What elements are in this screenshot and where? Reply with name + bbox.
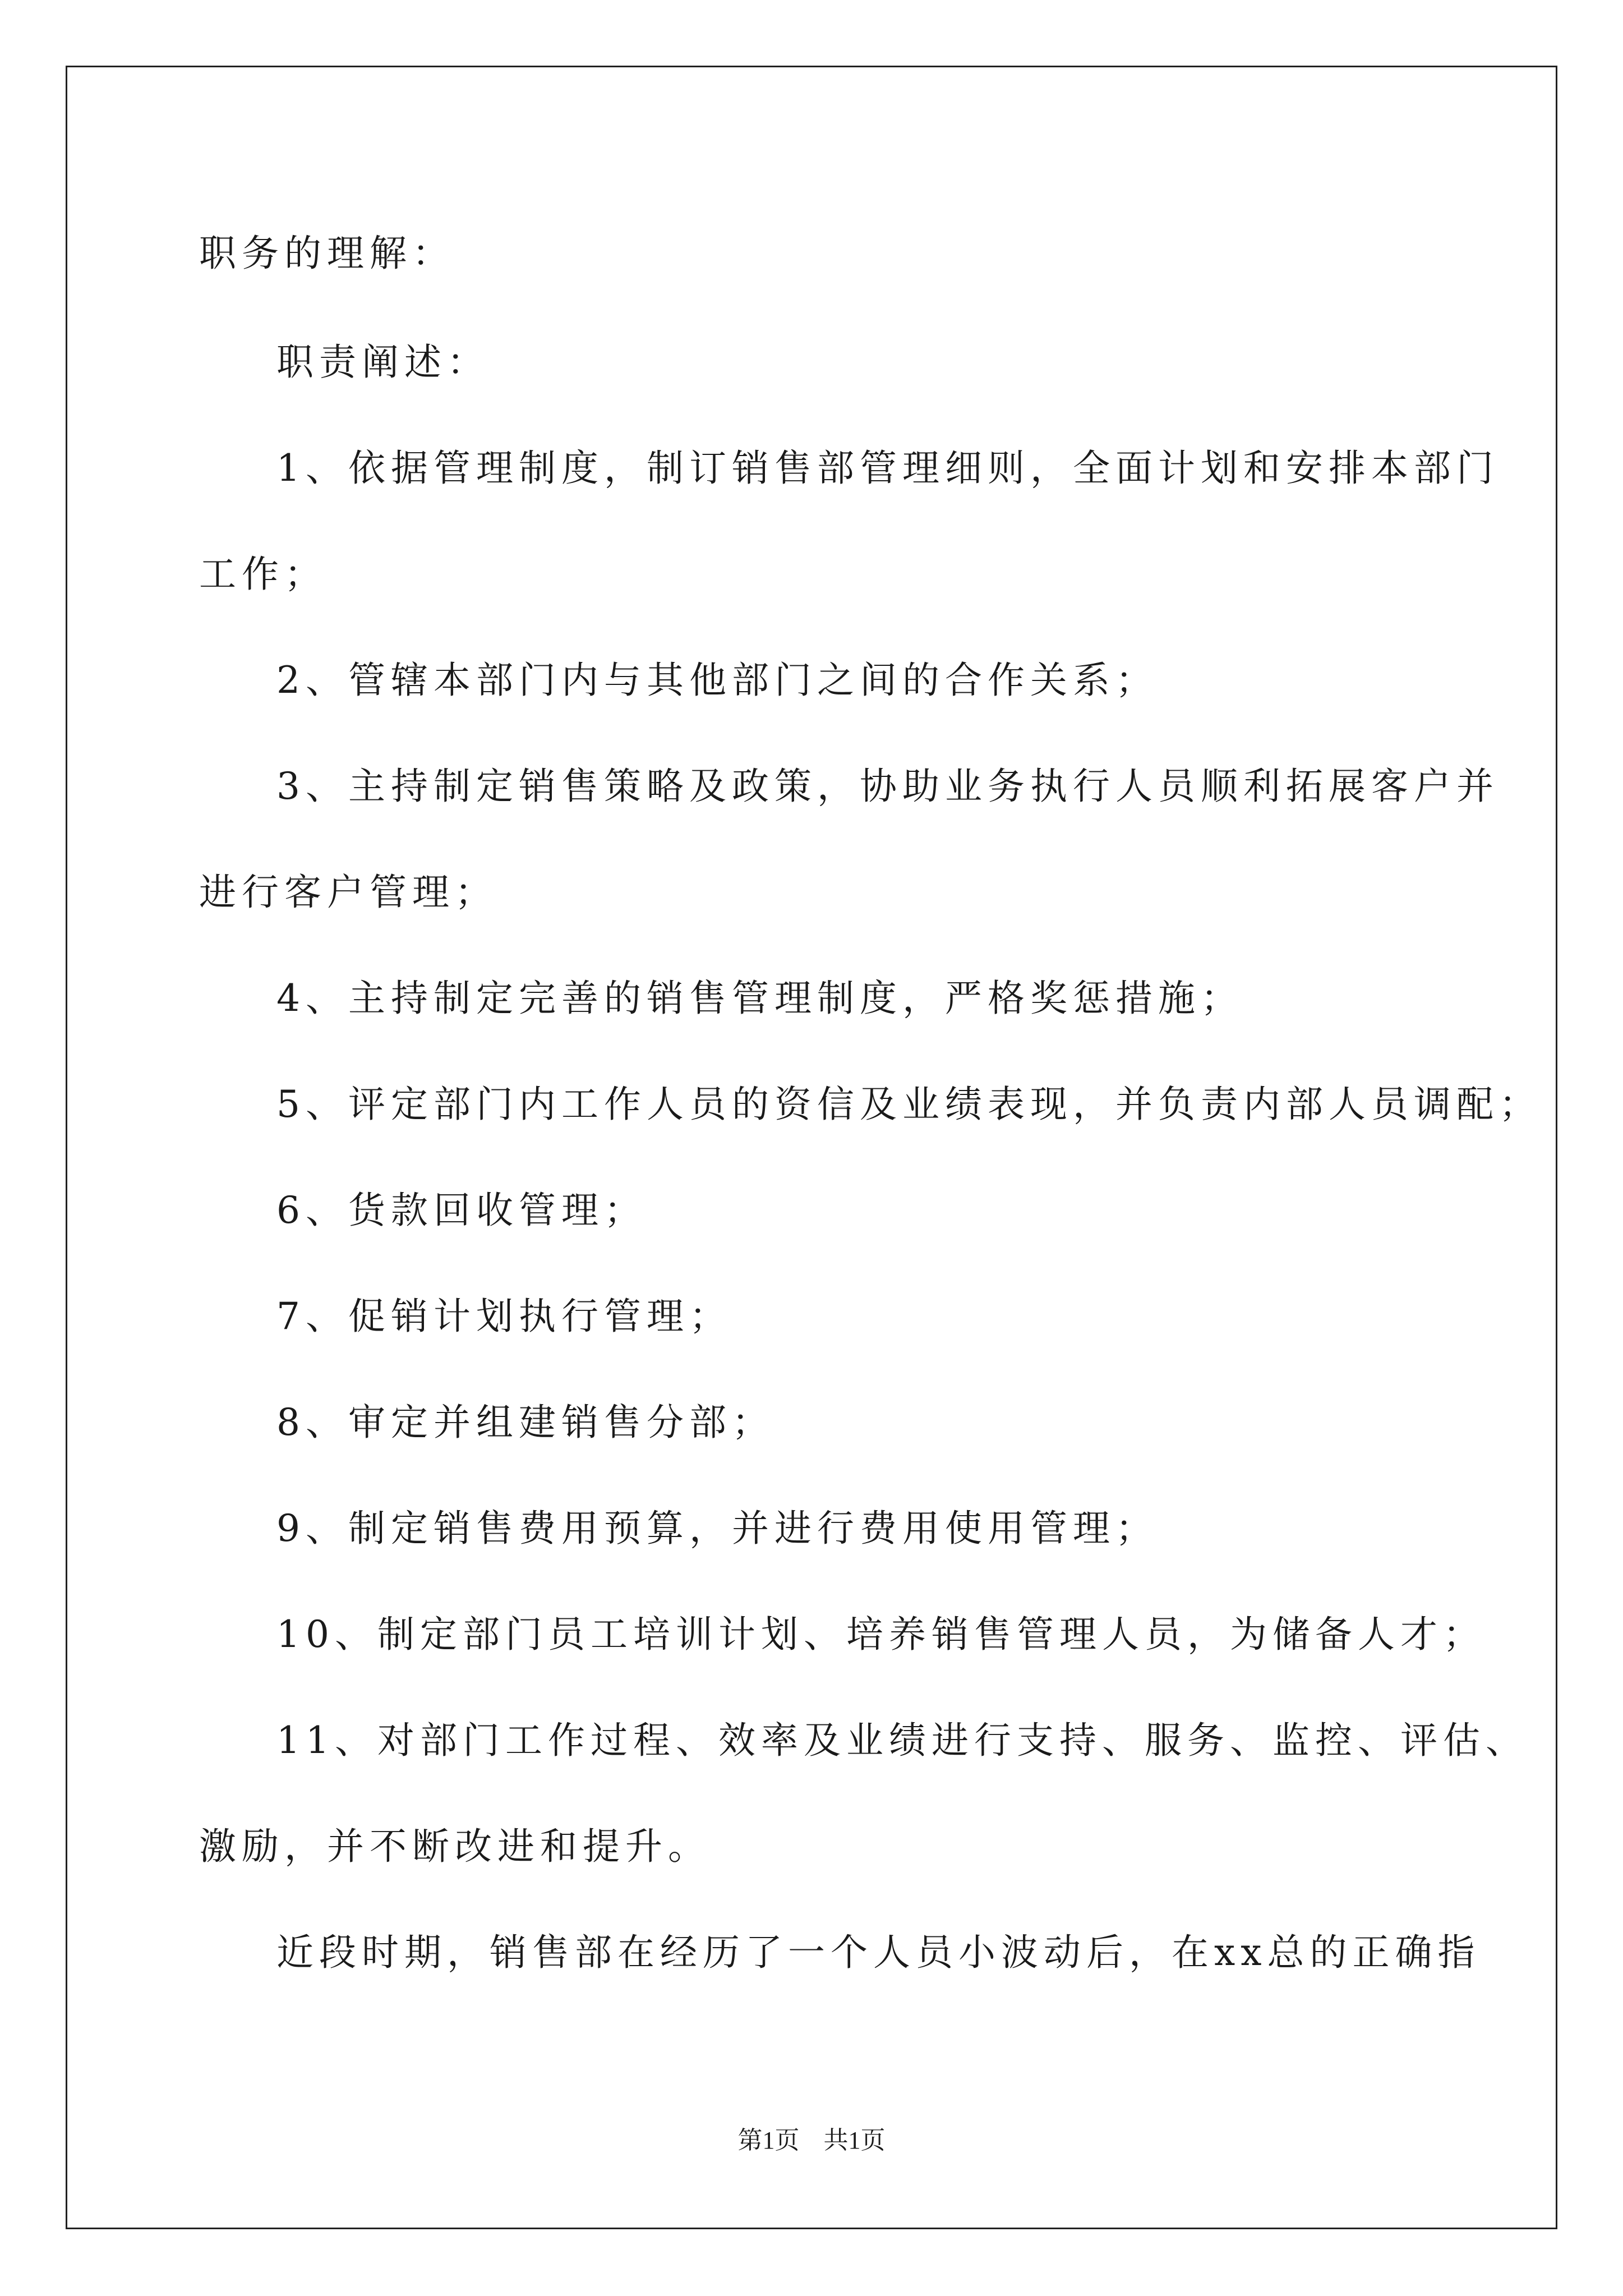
text-line: 7、促销计划执行管理； <box>276 1295 732 1338</box>
text-line: 11、对部门工作过程、效率及业绩进行支持、服务、监控、评估、 <box>276 1719 1528 1762</box>
text-line: 进行客户管理； <box>199 871 497 914</box>
page-border <box>66 66 1557 2229</box>
text-line: 4、主持制定完善的销售管理制度，严格奖惩措施； <box>276 977 1243 1020</box>
text-line: 2、管辖本部门内与其他部门之间的合作关系； <box>276 659 1158 702</box>
text-line: 近段时期，销售部在经历了一个人员小波动后，在xx总的正确指 <box>276 1931 1481 1974</box>
text-line: 9、制定销售费用预算，并进行费用使用管理； <box>276 1507 1158 1550</box>
text-line: 5、评定部门内工作人员的资信及业绩表现，并负责内部人员调配； <box>276 1083 1542 1126</box>
page-footer <box>0 2125 1623 2156</box>
text-line: 8、审定并组建销售分部； <box>276 1401 774 1444</box>
text-line: 职务的理解： <box>199 232 455 275</box>
text-line: 激励，并不断改进和提升。 <box>199 1825 711 1868</box>
page-number: 第1页 <box>737 2127 800 2154</box>
text-line: 10、制定部门员工培训计划、培养销售管理人员，为储备人才； <box>276 1613 1486 1656</box>
page-total: 共1页 <box>823 2127 886 2154</box>
text-line: 6、货款回收管理； <box>276 1189 647 1232</box>
text-line: 3、主持制定销售策略及政策，协助业务执行人员顺利拓展客户并 <box>276 765 1499 808</box>
text-line: 职责阐述： <box>276 341 490 384</box>
text-line: 工作； <box>199 553 327 596</box>
text-line: 1、依据管理制度，制订销售部管理细则，全面计划和安排本部门 <box>276 447 1499 490</box>
